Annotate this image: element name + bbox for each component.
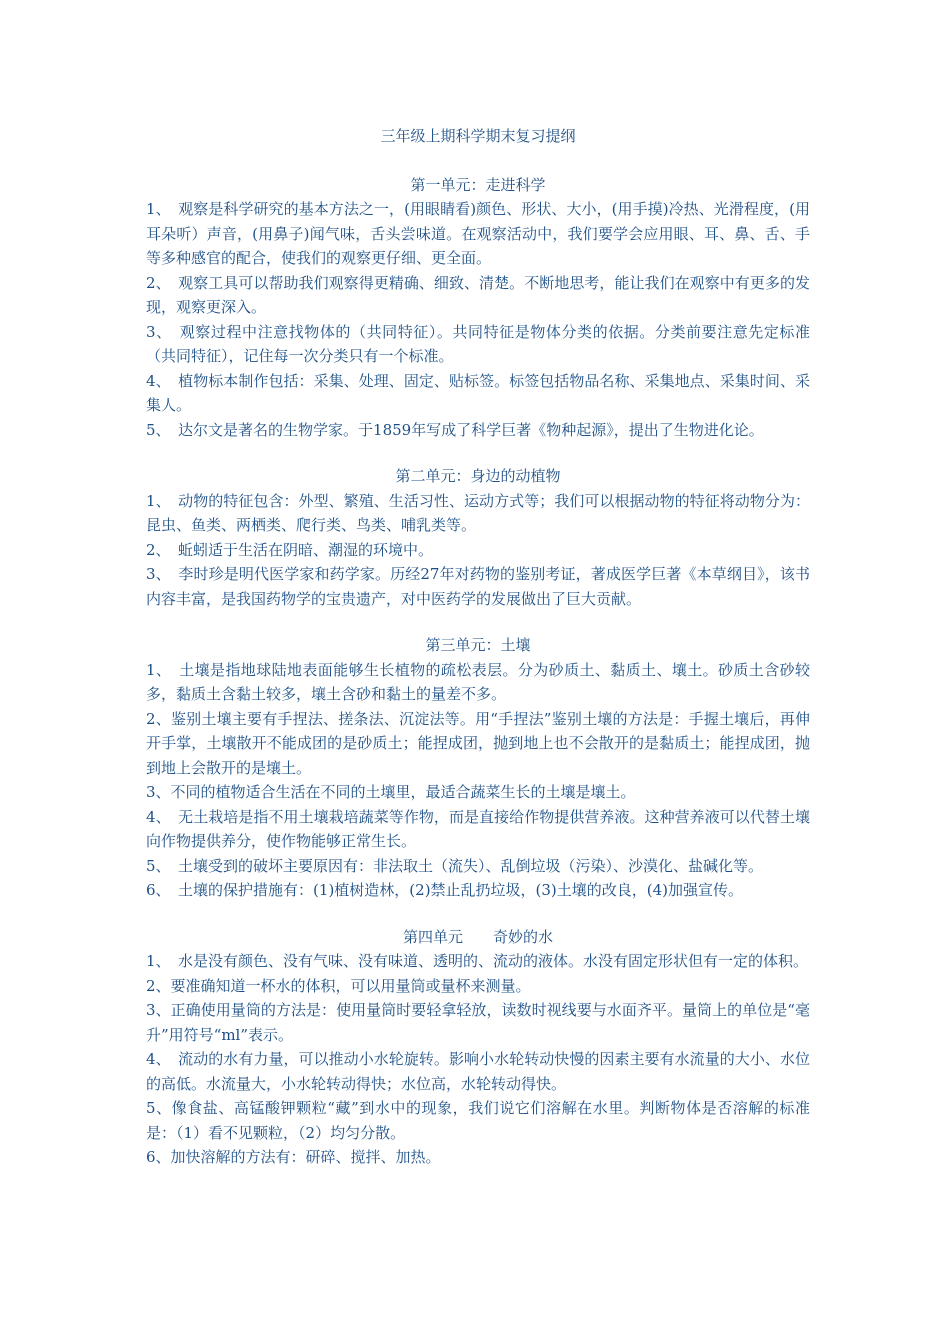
list-item: 3、 李时珍是明代医学家和药学家。历经27年对药物的鉴别考证，著成医学巨著《本草纲目》，该书内容丰富，是我国药物学的宝贵遗产，对中医药学的发展做出了巨大贡献。 xyxy=(146,565,810,608)
list-item: 6、加快溶解的方法有：研碎、搅拌、加热。 xyxy=(146,1148,441,1166)
section-unit-2 xyxy=(146,464,810,611)
list-item: 1、 水是没有颜色、没有气味、没有味道、透明的、流动的液体。水没有固定形状但有一定的体积。 xyxy=(146,952,809,970)
section-unit-4 xyxy=(146,925,810,1170)
section-title: 第四单元 奇妙的水 xyxy=(402,927,553,946)
list-item: 3、 观察过程中注意找物体的（共同特征）。共同特征是物体分类的依据。分类前要注意先定标准（共同特征），记住每一次分类只有一个标准。 xyxy=(146,322,810,365)
list-item: 1、 动物的特征包含：外型、繁殖、生活习性、运动方式等；我们可以根据动物的特征将动物分为：昆虫、鱼类、两栖类、爬行类、鸟类、哺乳类等。 xyxy=(146,491,810,534)
list-item: 5、 土壤受到的破坏主要原因有：非法取土（流失）、乱倒垃圾（污染）、沙漠化、盐碱化等。 xyxy=(146,856,764,875)
document-page xyxy=(146,124,810,1192)
list-item: 1、 土壤是指地球陆地表面能够生长植物的疏松表层。分为砂质土、黏质土、壤土。砂质土含砂较多，黏质土含黏土较多，壤土含砂和黏土的量差不多。 xyxy=(146,660,810,703)
list-item: 4、 无土栽培是指不用土壤栽培蔬菜等作物，而是直接给作物提供营养液。这种营养液可以代替土壤向作物提供养分，使作物能够正常生长。 xyxy=(146,807,810,850)
list-item: 4、 流动的水有力量，可以推动小水轮旋转。影响小水轮转动快慢的因素主要有水流量的大小、水位的高低。水流量大，小水轮转动得快；水位高，水轮转动得快。 xyxy=(146,1050,810,1093)
section-title: 第三单元：土壤 xyxy=(425,636,531,654)
section-unit-1 xyxy=(146,173,810,443)
section-title: 第一单元：走进科学 xyxy=(410,175,546,194)
list-item: 2、 观察工具可以帮助我们观察得更精确、细致、清楚。不断地思考，能让我们在观察中有更多的发现，观察更深入。 xyxy=(146,273,810,316)
list-item: 2、要准确知道一杯水的体积，可以用量筒或量杯来测量。 xyxy=(146,976,531,995)
list-item: 2、鉴别土壤主要有手捏法、搓条法、沉淀法等。用“手捏法”鉴别土壤的方法是：手握土壤后，再伸开手掌，土壤散开不能成团的是砂质土；能捏成团，抛到地上也不会散开的是黏质土；能捏成团，抛到地上会散开的是壤土。 xyxy=(146,709,810,777)
list-item: 5、像食盐、高锰酸钾颗粒“藏”到水中的现象，我们说它们溶解在水里。判断物体是否溶解的标准是：（1）看不见颗粒，（2）均匀分散。 xyxy=(146,1099,810,1142)
document-title: 三年级上期科学期末复习提纲 xyxy=(380,127,576,145)
section-title: 第二单元：身边的动植物 xyxy=(395,467,561,485)
list-item: 4、 植物标本制作包括：采集、处理、固定、贴标签。标签包括物品名称、采集地点、采集时间、采集人。 xyxy=(146,371,810,414)
list-item: 3、不同的植物适合生活在不同的土壤里，最适合蔬菜生长的土壤是壤土。 xyxy=(146,783,636,801)
list-item: 2、 蚯蚓适于生活在阴暗、潮湿的环境中。 xyxy=(146,540,434,559)
list-item: 3、正确使用量筒的方法是：使用量筒时要轻拿轻放，读数时视线要与水面齐平。量筒上的单位是“毫升”用符号“ml”表示。 xyxy=(146,1001,810,1044)
list-item: 5、 达尔文是著名的生物学家。于1859年写成了科学巨著《物种起源》，提出了生物进化论。 xyxy=(146,420,764,439)
section-unit-3 xyxy=(146,633,810,903)
list-item: 6、 土壤的保护措施有：(1)植树造林，(2)禁止乱扔垃圾，(3)土壤的改良，(4)加强宣传。 xyxy=(146,881,744,899)
list-item: 1、 观察是科学研究的基本方法之一，(用眼睛看)颜色、形状、大小，(用手摸)冷热、光滑程度，(用耳朵听）声音，(用鼻子)闻气味，舌头尝味道。在观察活动中，我们要学会应用眼、耳、鼻、舌、手等多种感官的配合，使我们的观察更仔细、更全面。 xyxy=(146,200,810,267)
